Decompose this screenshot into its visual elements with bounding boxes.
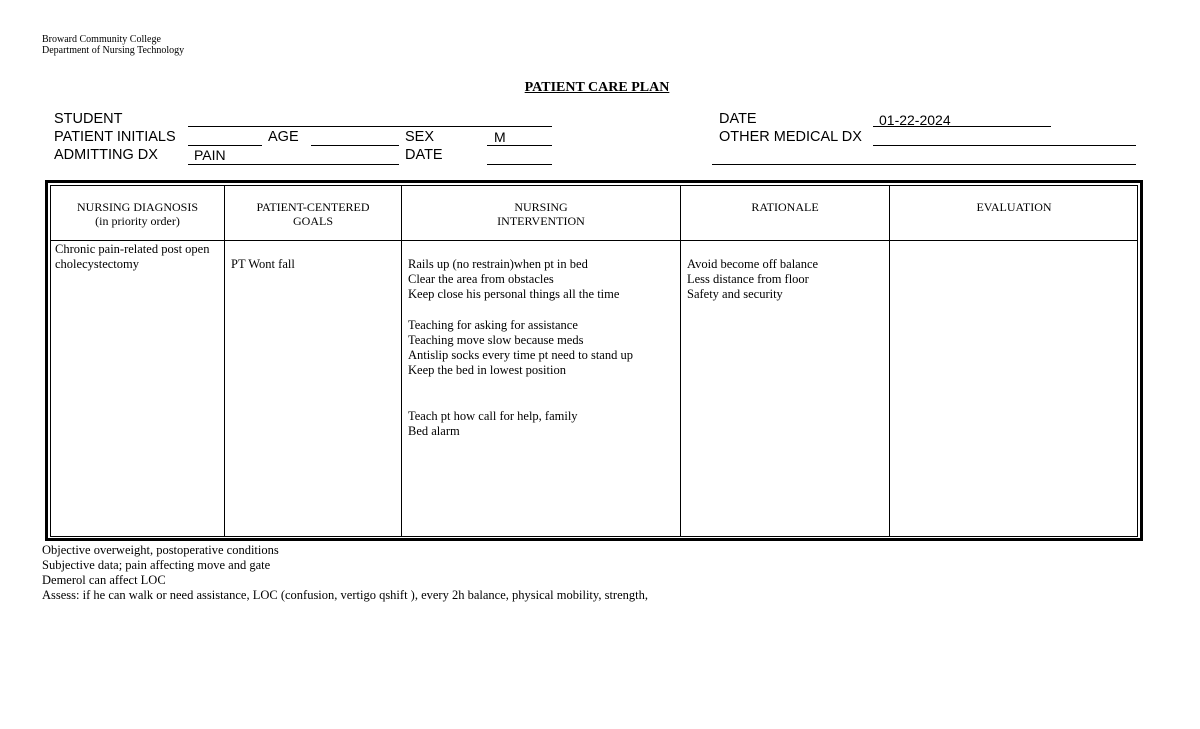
college-name: Broward Community College	[42, 34, 161, 45]
header-rationale	[681, 200, 889, 214]
student-label: STUDENT	[54, 111, 123, 127]
sex-value: M	[494, 129, 506, 145]
intervention-line	[408, 394, 633, 409]
rationale-line: Less distance from floor	[687, 272, 809, 287]
intervention-line: Bed alarm	[408, 424, 460, 439]
header-patient-centered-goals	[225, 200, 401, 228]
notes-section	[42, 543, 648, 603]
admitting-dx-label: ADMITTING DX	[54, 147, 158, 163]
column-divider	[224, 185, 225, 537]
date-value: 01-22-2024	[879, 112, 951, 128]
diagnosis-line: cholecystectomy	[55, 257, 139, 272]
rationale-line: Avoid become off balance	[687, 257, 819, 271]
patient-initials-field[interactable]	[188, 145, 262, 146]
goals-cell	[231, 257, 295, 272]
patient-initials-label: PATIENT INITIALS	[54, 129, 176, 145]
intervention-line: Teach pt how call for help, family	[408, 408, 578, 423]
intervention-line: Keep close his personal things all the time	[408, 287, 620, 302]
header-line: GOALS	[292, 214, 333, 228]
sex-field[interactable]	[487, 145, 552, 146]
intervention-line: Keep the bed in lowest position	[408, 363, 566, 378]
header-evaluation	[890, 200, 1138, 214]
header-line: INTERVENTION	[497, 214, 585, 228]
intervention-line: Clear the area from obstacles	[408, 272, 554, 287]
intervention-line	[408, 379, 633, 394]
date-label: DATE	[719, 111, 757, 127]
admitting-dx-value: PAIN	[194, 147, 226, 163]
header-line: EVALUATION	[976, 200, 1052, 214]
intervention-line: Teaching move slow because meds	[408, 333, 584, 347]
intervention-line	[408, 303, 633, 318]
note-line: Demerol can affect LOC	[42, 573, 166, 587]
header-nursing-diagnosis	[51, 200, 224, 228]
diagnosis-cell	[55, 242, 209, 272]
age-field[interactable]	[311, 145, 399, 146]
header-nursing-intervention	[402, 200, 680, 228]
header-line: NURSING	[514, 200, 568, 214]
intervention-line: Teaching for asking for assistance	[408, 317, 578, 332]
age-label: AGE	[268, 129, 299, 145]
header-line: (in priority order)	[95, 214, 180, 228]
note-line: Subjective data; pain affecting move and gate	[42, 558, 271, 572]
student-field[interactable]	[188, 126, 552, 127]
rationale-cell	[687, 257, 818, 303]
header-line: RATIONALE	[751, 200, 819, 214]
column-divider	[889, 185, 890, 537]
intervention-line: Rails up (no restrain)when pt in bed	[408, 257, 588, 271]
other-medical-dx-field[interactable]	[873, 145, 1136, 146]
intervention-line: Antislip socks every time pt need to stand up	[408, 348, 633, 363]
admit-date-label: DATE	[405, 147, 443, 163]
column-divider	[680, 185, 681, 537]
other-medical-dx-label: OTHER MEDICAL DX	[719, 129, 862, 145]
other-medical-dx-continuation-field[interactable]	[712, 164, 1136, 165]
rationale-line: Safety and security	[687, 287, 783, 302]
goal-line: PT Wont fall	[231, 257, 295, 271]
note-line: Assess: if he can walk or need assistance, LOC (confusion, vertigo qshift ), every 2h balance, physical mobility, strength,	[42, 588, 648, 602]
intervention-cell	[408, 257, 633, 439]
sex-label: SEX	[405, 129, 435, 145]
table-header-divider	[50, 240, 1138, 241]
department-name: Department of Nursing Technology	[42, 45, 185, 56]
diagnosis-line: Chronic pain-related post open	[55, 242, 210, 256]
admitting-dx-field[interactable]	[188, 164, 399, 165]
note-line: Objective overweight, postoperative conditions	[42, 543, 279, 557]
admit-date-field[interactable]	[487, 164, 552, 165]
column-divider	[401, 185, 402, 537]
header-line: NURSING DIAGNOSIS	[76, 200, 198, 214]
page-title: PATIENT CARE PLAN	[524, 80, 670, 95]
header-line: PATIENT-CENTERED	[256, 200, 370, 214]
